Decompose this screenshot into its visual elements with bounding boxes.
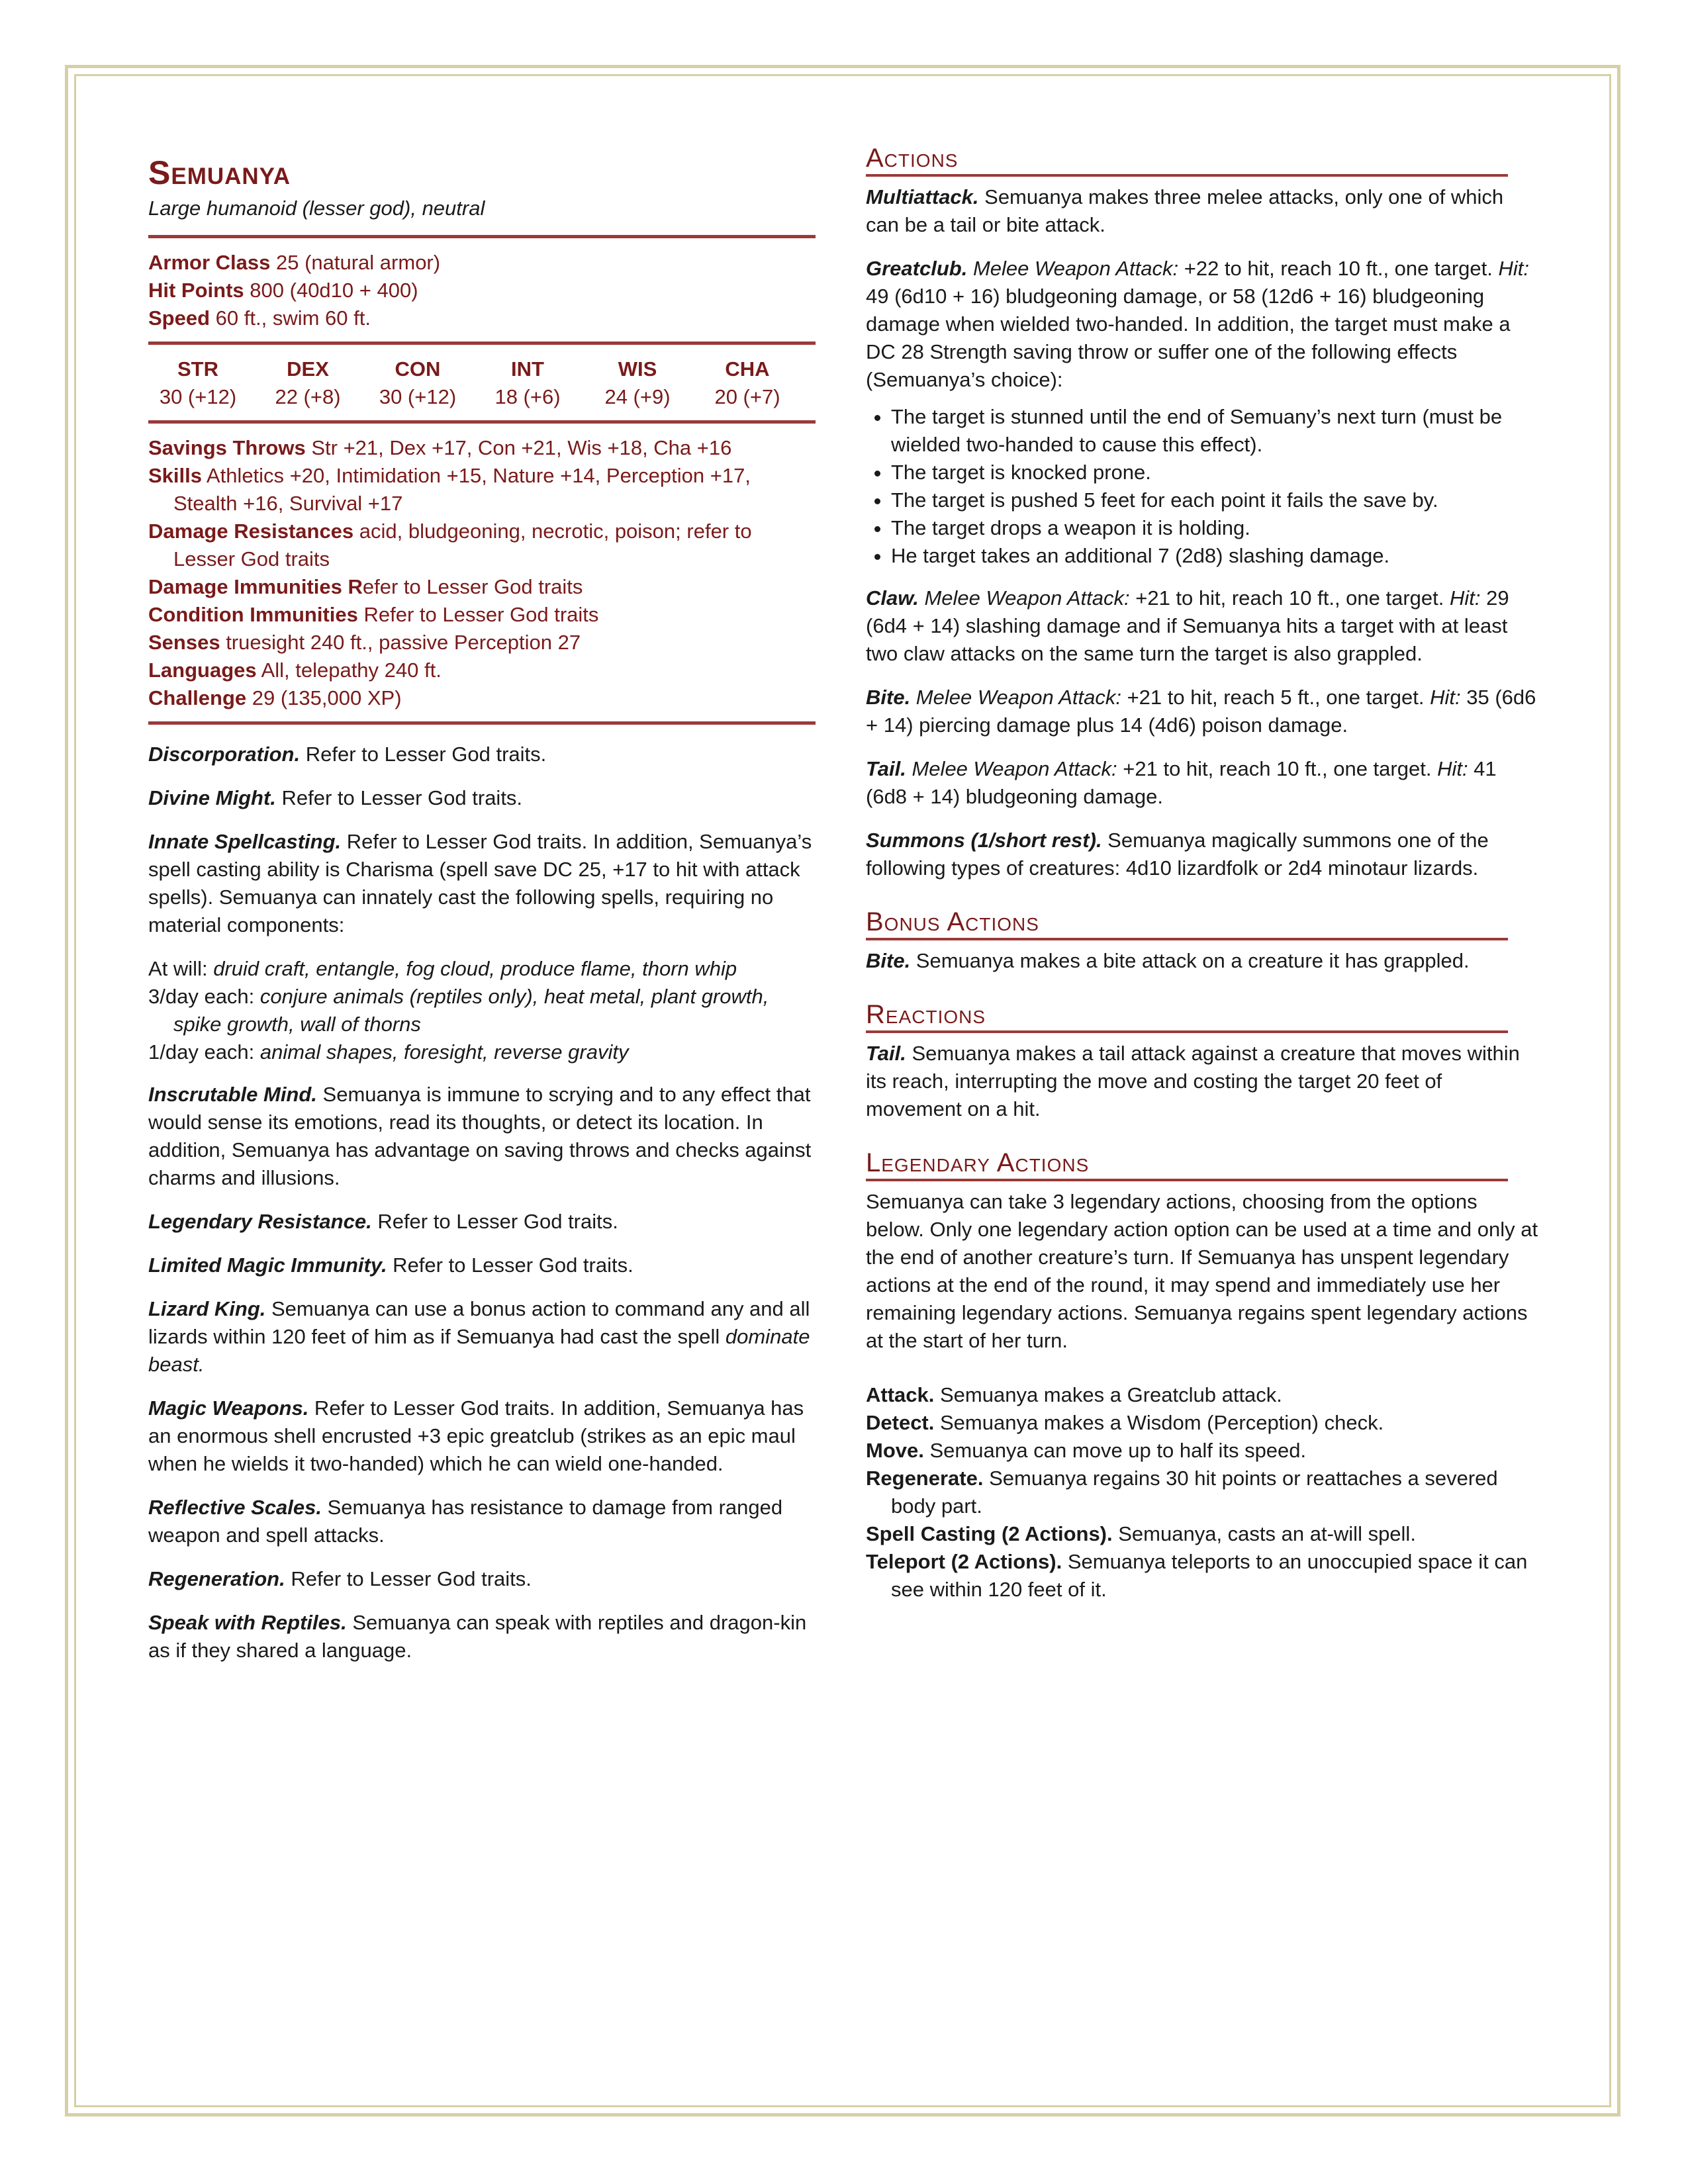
- ability-int: INT 18 (+6): [494, 357, 561, 409]
- spell-list-item: 3/day each: conjure animals (reptiles only), heat metal, plant growth, spike growth, wall of thorns: [148, 985, 769, 1036]
- divider: [148, 341, 816, 345]
- saving-throws: Savings Throws Str +21, Dex +17, Con +21, Wis +18, Cha +16: [148, 436, 732, 460]
- legendary-options: [866, 1381, 1541, 1604]
- trait-innate-spellcasting: Innate Spellcasting. Refer to Lesser God traits. In addition, Semuanya’s spell casting ability is Charisma (spell save DC 25, +17 to hit with attack spells). Semuanya can innately cast the following spells, requiring no material components:: [148, 830, 812, 937]
- right-column: [866, 142, 1541, 1618]
- section-bonus-actions: Bonus Actions: [866, 906, 1508, 940]
- list-item: • The target is stunned until the end of Semuany’s next turn (must be wielded two-handed to cause this effect).: [891, 403, 1541, 459]
- divider: [148, 235, 816, 238]
- damage-immunities: Damage Immunities Refer to Lesser God traits: [148, 575, 583, 599]
- list-item: • The target is pushed 5 feet for each point it fails the save by.: [891, 486, 1541, 514]
- legendary-option: Detect. Semuanya makes a Wisdom (Perception) check.: [866, 1411, 1384, 1434]
- ability-wis: WIS 24 (+9): [604, 357, 671, 409]
- legendary-intro: Semuanya can take 3 legendary actions, choosing from the options below. Only one legendary action option can be used at a time and only at the end of another creature’s turn. If Semuanya has unspent legendary actions at the end of the round, it may spend and immediately use her remaining legendary actions. Semuanya regains spent legendary actions at the start of her turn.: [866, 1190, 1538, 1352]
- action-claw: Claw. Melee Weapon Attack: +21 to hit, reach 10 ft., one target. Hit: 29 (6d4 + 14) slashing damage and if Semuanya hits a target with at least two claw attacks on the same turn the target is also grappled.: [866, 586, 1509, 665]
- ability-cha: CHA 20 (+7): [714, 357, 780, 409]
- monster-name: Semuanya: [148, 154, 291, 191]
- list-item: • The target is knocked prone.: [891, 459, 1541, 486]
- action-tail: Tail. Melee Weapon Attack: +21 to hit, reach 10 ft., one target. Hit: 41 (6d8 + 14) bludgeoning damage.: [866, 757, 1497, 808]
- legendary-option: Regenerate. Semuanya regains 30 hit points or reattaches a severed body part.: [866, 1467, 1498, 1518]
- trait-speak-with-reptiles: Speak with Reptiles. Semuanya can speak with reptiles and dragon-kin as if they shared a language.: [148, 1611, 807, 1662]
- ability-dex: DEX 22 (+8): [275, 357, 341, 409]
- list-item: • He target takes an additional 7 (2d8) slashing damage.: [891, 542, 1541, 570]
- bonus-action-bite: Bite. Semuanya makes a bite attack on a creature it has grappled.: [866, 949, 1470, 972]
- trait-inscrutable-mind: Inscrutable Mind. Semuanya is immune to scrying and to any effect that would sense its emotions, read its thoughts, or detect its location. In addition, Semuanya has advantage on saving throws and checks against charms and illusions.: [148, 1083, 812, 1190]
- trait-limited-magic-immunity: Limited Magic Immunity. Refer to Lesser God traits.: [148, 1253, 633, 1277]
- action-multiattack: Multiattack. Semuanya makes three melee attacks, only one of which can be a tail or bite attack.: [866, 185, 1504, 236]
- condition-immunities: Condition Immunities Refer to Lesser God traits: [148, 603, 599, 627]
- reaction-tail: Tail. Semuanya makes a tail attack against a creature that moves within its reach, interrupting the move and costing the target 20 feet of movement on a hit.: [866, 1042, 1520, 1120]
- damage-resistances: Damage Resistances acid, bludgeoning, necrotic, poison; refer to Lesser God traits: [148, 520, 752, 571]
- list-item: • The target drops a weapon it is holding.: [891, 514, 1541, 542]
- challenge: Challenge 29 (135,000 XP): [148, 686, 402, 710]
- legendary-option: Spell Casting (2 Actions). Semuanya, casts an at-will spell.: [866, 1522, 1416, 1545]
- trait-magic-weapons: Magic Weapons. Refer to Lesser God traits. In addition, Semuanya has an enormous shell encrusted +3 epic greatclub (strikes as an epic maul when he wields it two-handed) which he can wield one-handed.: [148, 1396, 804, 1476]
- left-column: [148, 142, 816, 1680]
- trait-divine-might: Divine Might. Refer to Lesser God traits.: [148, 786, 523, 810]
- section-actions: Actions: [866, 142, 1508, 177]
- trait-lizard-king: Lizard King. Semuanya can use a bonus action to command any and all lizards within 120 feet of him as if Semuanya had cast the spell dominate beast.: [148, 1297, 810, 1377]
- ability-scores: [148, 355, 797, 411]
- monster-type: Large humanoid (lesser god), neutral: [148, 197, 485, 220]
- section-reactions: Reactions: [866, 999, 1508, 1033]
- spell-list-item: 1/day each: animal shapes, foresight, reverse gravity: [148, 1040, 629, 1064]
- trait-reflective-scales: Reflective Scales. Semuanya has resistance to damage from ranged weapon and spell attacks.: [148, 1496, 783, 1547]
- action-bite: Bite. Melee Weapon Attack: +21 to hit, reach 5 ft., one target. Hit: 35 (6d6 + 14) piercing damage plus 14 (4d6) poison damage.: [866, 686, 1536, 737]
- divider: [148, 420, 816, 424]
- divider: [148, 721, 816, 725]
- action-greatclub: Greatclub. Melee Weapon Attack: +22 to hit, reach 10 ft., one target. Hit: 49 (6d10 + 16) bludgeoning damage, or 58 (12d6 + 16) bludgeoning damage when wielded two-handed. In addition, the target must make a DC 28 Strength saving throw or suffer one of the following effects (Semuanya’s choice):: [866, 257, 1530, 391]
- ability-con: CON 30 (+12): [379, 357, 457, 409]
- spell-list-item: At will: druid craft, entangle, fog cloud, produce flame, thorn whip: [148, 957, 737, 981]
- armor-class: Armor Class 25 (natural armor): [148, 251, 441, 275]
- section-legendary-actions: Legendary Actions: [866, 1147, 1508, 1181]
- legendary-option: Move. Semuanya can move up to half its speed.: [866, 1439, 1307, 1462]
- speed: Speed 60 ft., swim 60 ft.: [148, 306, 371, 330]
- legendary-option: Teleport (2 Actions). Semuanya teleports to an unoccupied space it can see within 120 feet of it.: [866, 1550, 1528, 1601]
- trait-discorporation: Discorporation. Refer to Lesser God traits.: [148, 743, 547, 766]
- spell-list: [148, 955, 816, 1066]
- ability-str: STR 30 (+12): [159, 357, 237, 409]
- trait-legendary-resistance: Legendary Resistance. Refer to Lesser God traits.: [148, 1210, 618, 1234]
- skills: Skills Athletics +20, Intimidation +15, Nature +14, Perception +17, Stealth +16, Survival +17: [148, 464, 751, 516]
- action-summons: Summons (1/short rest). Semuanya magically summons one of the following types of creatures: 4d10 lizardfolk or 2d4 minotaur lizards.: [866, 829, 1489, 880]
- trait-regeneration: Regeneration. Refer to Lesser God traits.: [148, 1567, 532, 1591]
- hit-points: Hit Points 800 (40d10 + 400): [148, 279, 418, 302]
- languages: Languages All, telepathy 240 ft.: [148, 659, 442, 682]
- greatclub-effects: [866, 403, 1541, 570]
- legendary-option: Attack. Semuanya makes a Greatclub attack.: [866, 1383, 1282, 1406]
- senses: Senses truesight 240 ft., passive Perception 27: [148, 631, 581, 655]
